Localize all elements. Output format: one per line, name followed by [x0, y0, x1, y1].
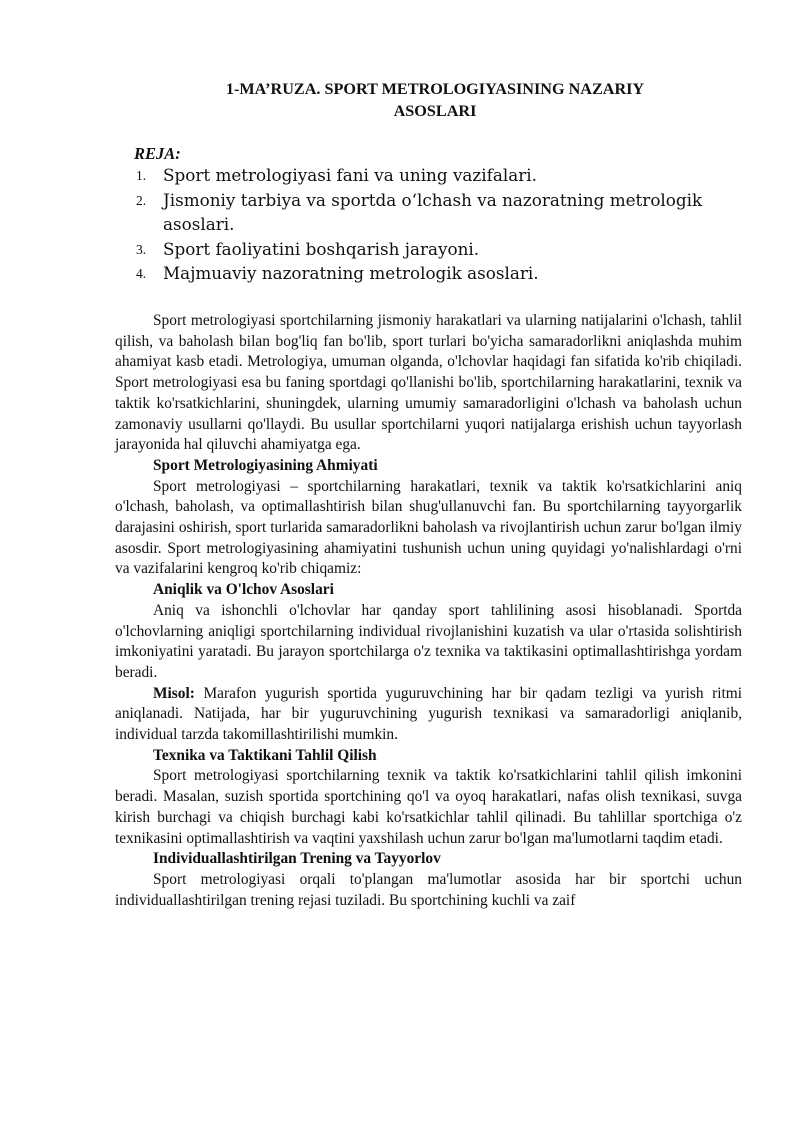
plan-item: [136, 261, 750, 286]
lecture-title: [180, 78, 690, 122]
body-paragraph: Sport metrologiyasi sportchilarning texnik va taktik ko'rsatkichlarini tahlil qilish imkonini beradi. Masalan, suzish sportida sportchining qo'l va oyoq harakatlari, nafas olish texnikasi, suvga kirish burchagi va chiqish burchagi kabi ko'rsatkichlar tahlil qilinadi. Bu tahlillar sportchiga o'z texnikasini optimallashtirish va vaqtini yaxshilash uchun zarur bo'lgan ma'lumotlarni taqdim etadi.: [115, 767, 742, 847]
plan-item-text: Majmuaviy nazoratning metrologik asoslari.: [163, 263, 539, 284]
section-heading: Texnika va Taktikani Tahlil Qilish: [153, 746, 377, 764]
plan-item-text: Sport faoliyatini boshqarish jarayoni.: [163, 238, 480, 259]
section-heading: Aniqlik va O'lchov Asoslari: [153, 581, 334, 599]
example-text: Marafon yugurish sportida yuguruvchining har bir qadam tezligi va yurish ritmi aniqlanadi. Natijada, har bir yuguruvchining yugurish texnikasi va samaradorligi aniqlanib, individual tarzda takomillashtirilishi mumkin.: [115, 684, 742, 744]
example-paragraph: [115, 684, 742, 746]
body-paragraph: Sport metrologiyasi orqali to'plangan ma'lumotlar asosida har bir sportchi uchun individuallashtirilgan trening rejasi tuziladi. Bu sportchining kuchli va zaif: [115, 870, 742, 909]
plan-item-number: 3.: [136, 241, 147, 257]
plan-list: [136, 163, 750, 286]
example-label: Misol:: [153, 684, 195, 702]
section-heading: Individuallashtirilgan Trening va Tayyorlov: [153, 850, 441, 868]
plan-item-number: 4.: [136, 266, 147, 282]
body-paragraph: Aniq va ishonchli o'lchovlar har qanday sport tahlilining asosi hisoblanadi. Sportda o'lchovlarning aniqligi sportchilarning individual rivojlanishini kuzatish va ular o'rtasida solishtirish imkoniyatini yaratadi. Bu jarayon sportchilarga o'z texnika va taktikasini optimallashtirishga yordam beradi.: [115, 601, 742, 681]
plan-item: [136, 237, 750, 262]
plan-heading: REJA:: [134, 144, 181, 163]
intro-paragraph: Sport metrologiyasi sportchilarning jismoniy harakatlari va ularning natijalarini o'lchash, tahlil qilish, va baholash bilan bog'liq fan bo'lib, sport turlari bo'yicha samaradorlikni aniqlashda muhim ahamiyat kasb etadi. Metrologiya, umuman olganda, o'lchovlar haqidagi fan sifatida ko'rib chiqiladi. Sport metrologiyasi esa bu faning sportdagi qo'llanishi bo'lib, sportchilarning harakatlarini, texnik va taktik ko'rsatkichlarini, shuningdek, ularning umumiy samaradorligini o'lchash va baholash uchun zamonaviy usullarni qo'llaydi. Bu usullar sportchilarni yuqori natijalarga erishish uchun tayyorlash jarayonida hal qiluvchi ahamiyatga ega.: [115, 312, 742, 454]
plan-item-text: Sport metrologiyasi fani va uning vazifalari.: [163, 165, 537, 185]
body-paragraph: Sport metrologiyasi – sportchilarning harakatlari, texnik va taktik ko'rsatkichlarini aniq o'lchash, baholash, va optimallashtirish bilan shug'ullanuvchi fan. Bu sportchilarning tayyorgarlik darajasini oshirish, sport turlarida samaradorlikni baholash va rivojlantirish uchun zarur bo'lgan ilmiy asosdir. Sport metrologiyasining ahamiyatini tushunish uchun uning quyidagi yo'nalishlardagi o'rni va vazifalarini kengroq ko'rib chiqamiz:: [115, 477, 742, 578]
section-heading: Sport Metrologiyasining Ahmiyati: [153, 456, 378, 474]
plan-item: [136, 163, 750, 188]
document-body: [115, 311, 742, 911]
plan-item: [136, 188, 750, 237]
title-line-2: ASOSLARI: [393, 102, 477, 120]
title-line-1: 1-MA’RUZA. SPORT METROLOGIYASINING NAZARIY: [225, 80, 645, 98]
plan-item-number: 1.: [136, 168, 147, 183]
plan-item-number: 2.: [136, 192, 147, 208]
plan-item-text: Jismoniy tarbiya va sportda oʻlchash va nazoratning metrologik asoslari.: [163, 189, 703, 235]
